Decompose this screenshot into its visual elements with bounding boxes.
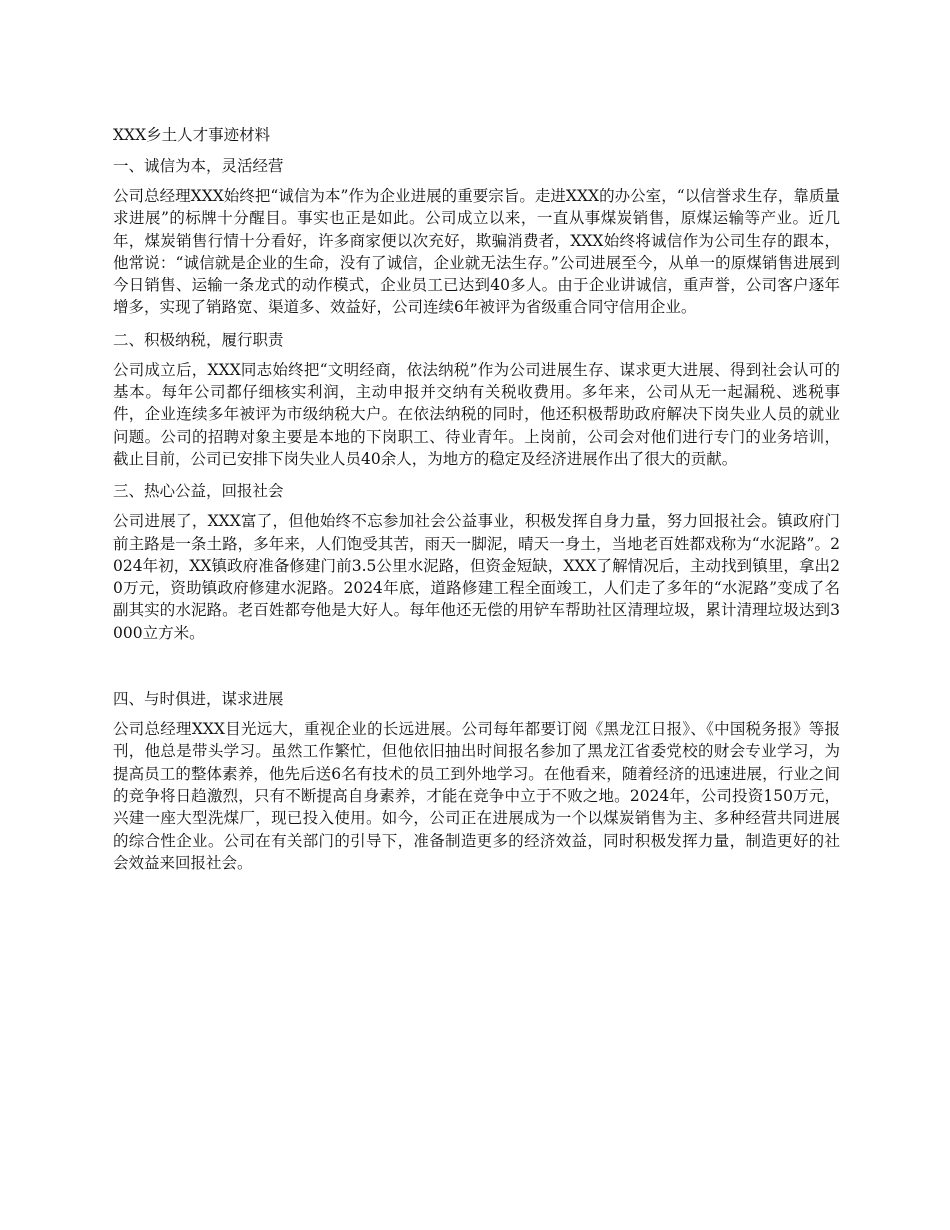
section-1-paragraph: 公司总经理XXX始终把“诚信为本”作为企业进展的重要宗旨。走进XXX的办公室，“以信誉求生存，靠质量求进展”的标牌十分醒目。事实也正是如此。公司成立以来，一直从事煤炭销售，原煤运输等产业。近几年，煤炭销售行情十分看好，许多商家便以次充好，欺骗消费者，XXX始终将诚信作为公司生存的跟本，他常说：“诚信就是企业的生命，没有了诚信，企业就无法生存。”公司进展至今，从单一的原煤销售进展到今日销售、运输一条龙式的动作模式，企业员工已达到40多人。由于企业讲诚信，重声誉，公司客户逐年增多，实现了销路宽、渠道多、效益好，公司连续6年被评为省级重合同守信用企业。 [113, 187, 840, 317]
section-4-paragraph: 公司总经理XXX目光远大，重视企业的长远进展。公司每年都要订阅《黑龙江日报》、《中国税务报》等报刊，他总是带头学习。虽然工作繁忙，但他依旧抽出时间报名参加了黑龙江省委党校的财会专业学习，为提高员工的整体素养，他先后送6名有技术的员工到外地学习。在他看来，随着经济的迅速进展，行业之间的竞争将日趋激烈，只有不断提高自身素养，才能在竞争中立于不败之地。2024年，公司投资150万元，兴建一座大型洗煤厂，现已投入使用。如今，公司正在进展成为一个以煤炭销售为主、多种经营共同进展的综合性企业。公司在有关部门的引导下，准备制造更多的经济效益，同时积极发挥力量，制造更好的社会效益来回报社会。 [113, 720, 840, 872]
section-3-paragraph: 公司进展了，XXX富了，但他始终不忘参加社会公益事业，积极发挥自身力量，努力回报社会。镇政府门前主路是一条土路，多年来，人们饱受其苦，雨天一脚泥，晴天一身土，当地老百姓都戏称为“水泥路”。2024年初，XX镇政府准备修建门前3.5公里水泥路，但资金短缺，XXX了解情况后，主动找到镇里，拿出20万元，资助镇政府修建水泥路。2024年底，道路修建工程全面竣工，人们走了多年的“水泥路”变成了名副其实的水泥路。老百姓都夸他是大好人。每年他还无偿的用铲车帮助社区清理垃圾，累计清理垃圾达到3000立方米。 [113, 512, 840, 642]
section-2-paragraph: 公司成立后，XXX同志始终把“文明经商，依法纳税”作为公司进展生存、谋求更大进展、得到社会认可的基本。每年公司都仔细核实利润，主动申报并交纳有关税收费用。多年来，公司从无一起漏税、逃税事件，企业连续多年被评为市级纳税大户。在依法纳税的同时，他还积极帮助政府解决下岗失业人员的就业问题。公司的招聘对象主要是本地的下岗职工、待业青年。上岗前，公司会对他们进行专门的业务培训，截止目前，公司已安排下岗失业人员40余人，为地方的稳定及经济进展作出了很大的贡献。 [113, 360, 840, 468]
document-page [113, 124, 840, 884]
section-1-heading: 一、诚信为本，灵活经营 [113, 157, 284, 175]
document-title: XXX乡土人才事迹材料 [113, 126, 271, 144]
section-3-heading: 三、热心公益，回报社会 [113, 482, 284, 501]
section-spacer [113, 654, 840, 688]
section-4-heading: 四、与时俱进，谋求进展 [113, 690, 284, 709]
section-2-heading: 二、积极纳税，履行职责 [113, 330, 284, 349]
